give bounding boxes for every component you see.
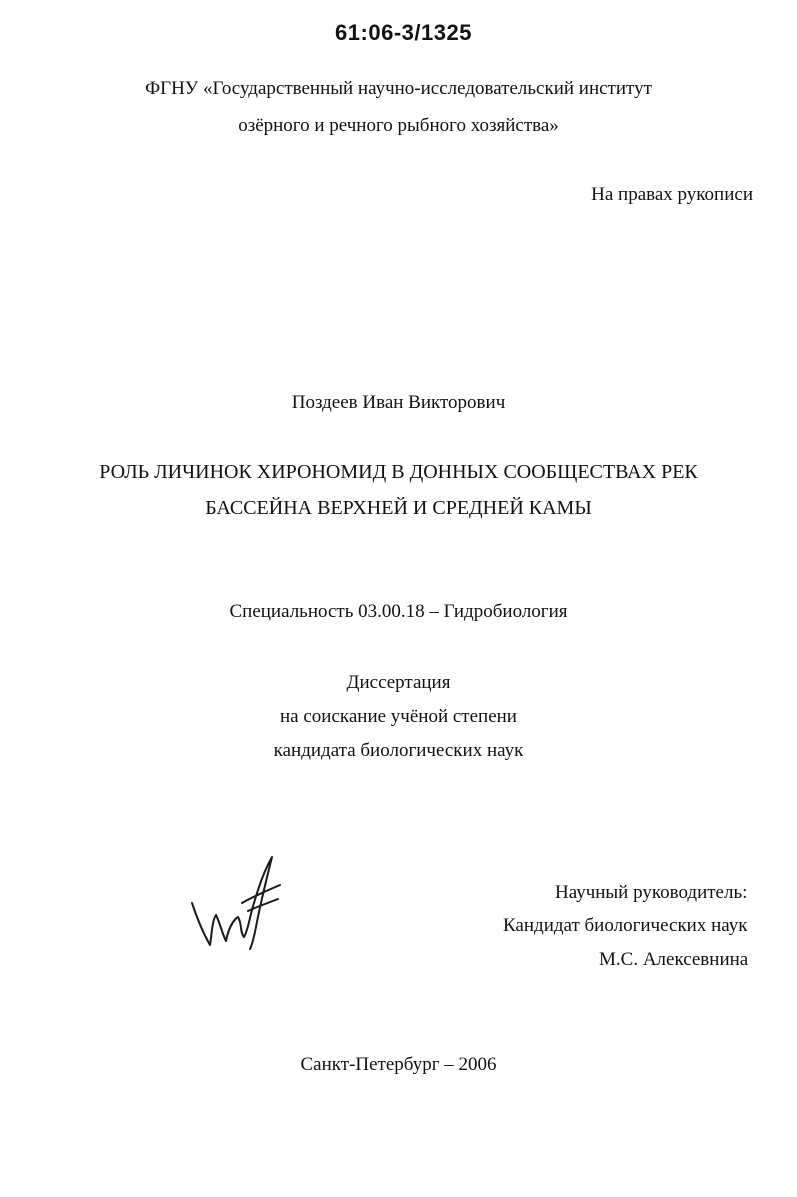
signature-icon	[182, 845, 292, 955]
title-line-2: БАССЕЙНА ВЕРХНЕЙ И СРЕДНЕЙ КАМЫ	[205, 497, 592, 519]
supervisor-degree: Кандидат биологических наук	[503, 915, 748, 936]
degree-line-3: кандидата биологических наук	[273, 740, 524, 761]
institution-line-2: озёрного и речного рыбного хозяйства»	[238, 115, 559, 136]
title-line-1: РОЛЬ ЛИЧИНОК ХИРОНОМИД В ДОННЫХ СООБЩЕСТВАХ РЕК	[99, 461, 698, 483]
place-year: Санкт-Петербург – 2006	[300, 1054, 497, 1075]
archive-code: 61:06-3/1325	[335, 20, 472, 45]
degree-line-1: Диссертация	[346, 672, 451, 693]
manuscript-note: На правах рукописи	[591, 184, 753, 205]
institution-line-1: ФГНУ «Государственный научно-исследовательский институт	[145, 78, 652, 99]
specialty: Специальность 03.00.18 – Гидробиология	[229, 601, 568, 622]
author-name: Поздеев Иван Викторович	[291, 392, 506, 413]
supervisor-label: Научный руководитель:	[555, 882, 748, 903]
supervisor-name: М.С. Алексевнина	[599, 949, 749, 970]
degree-line-2: на соискание учёной степени	[280, 706, 517, 727]
